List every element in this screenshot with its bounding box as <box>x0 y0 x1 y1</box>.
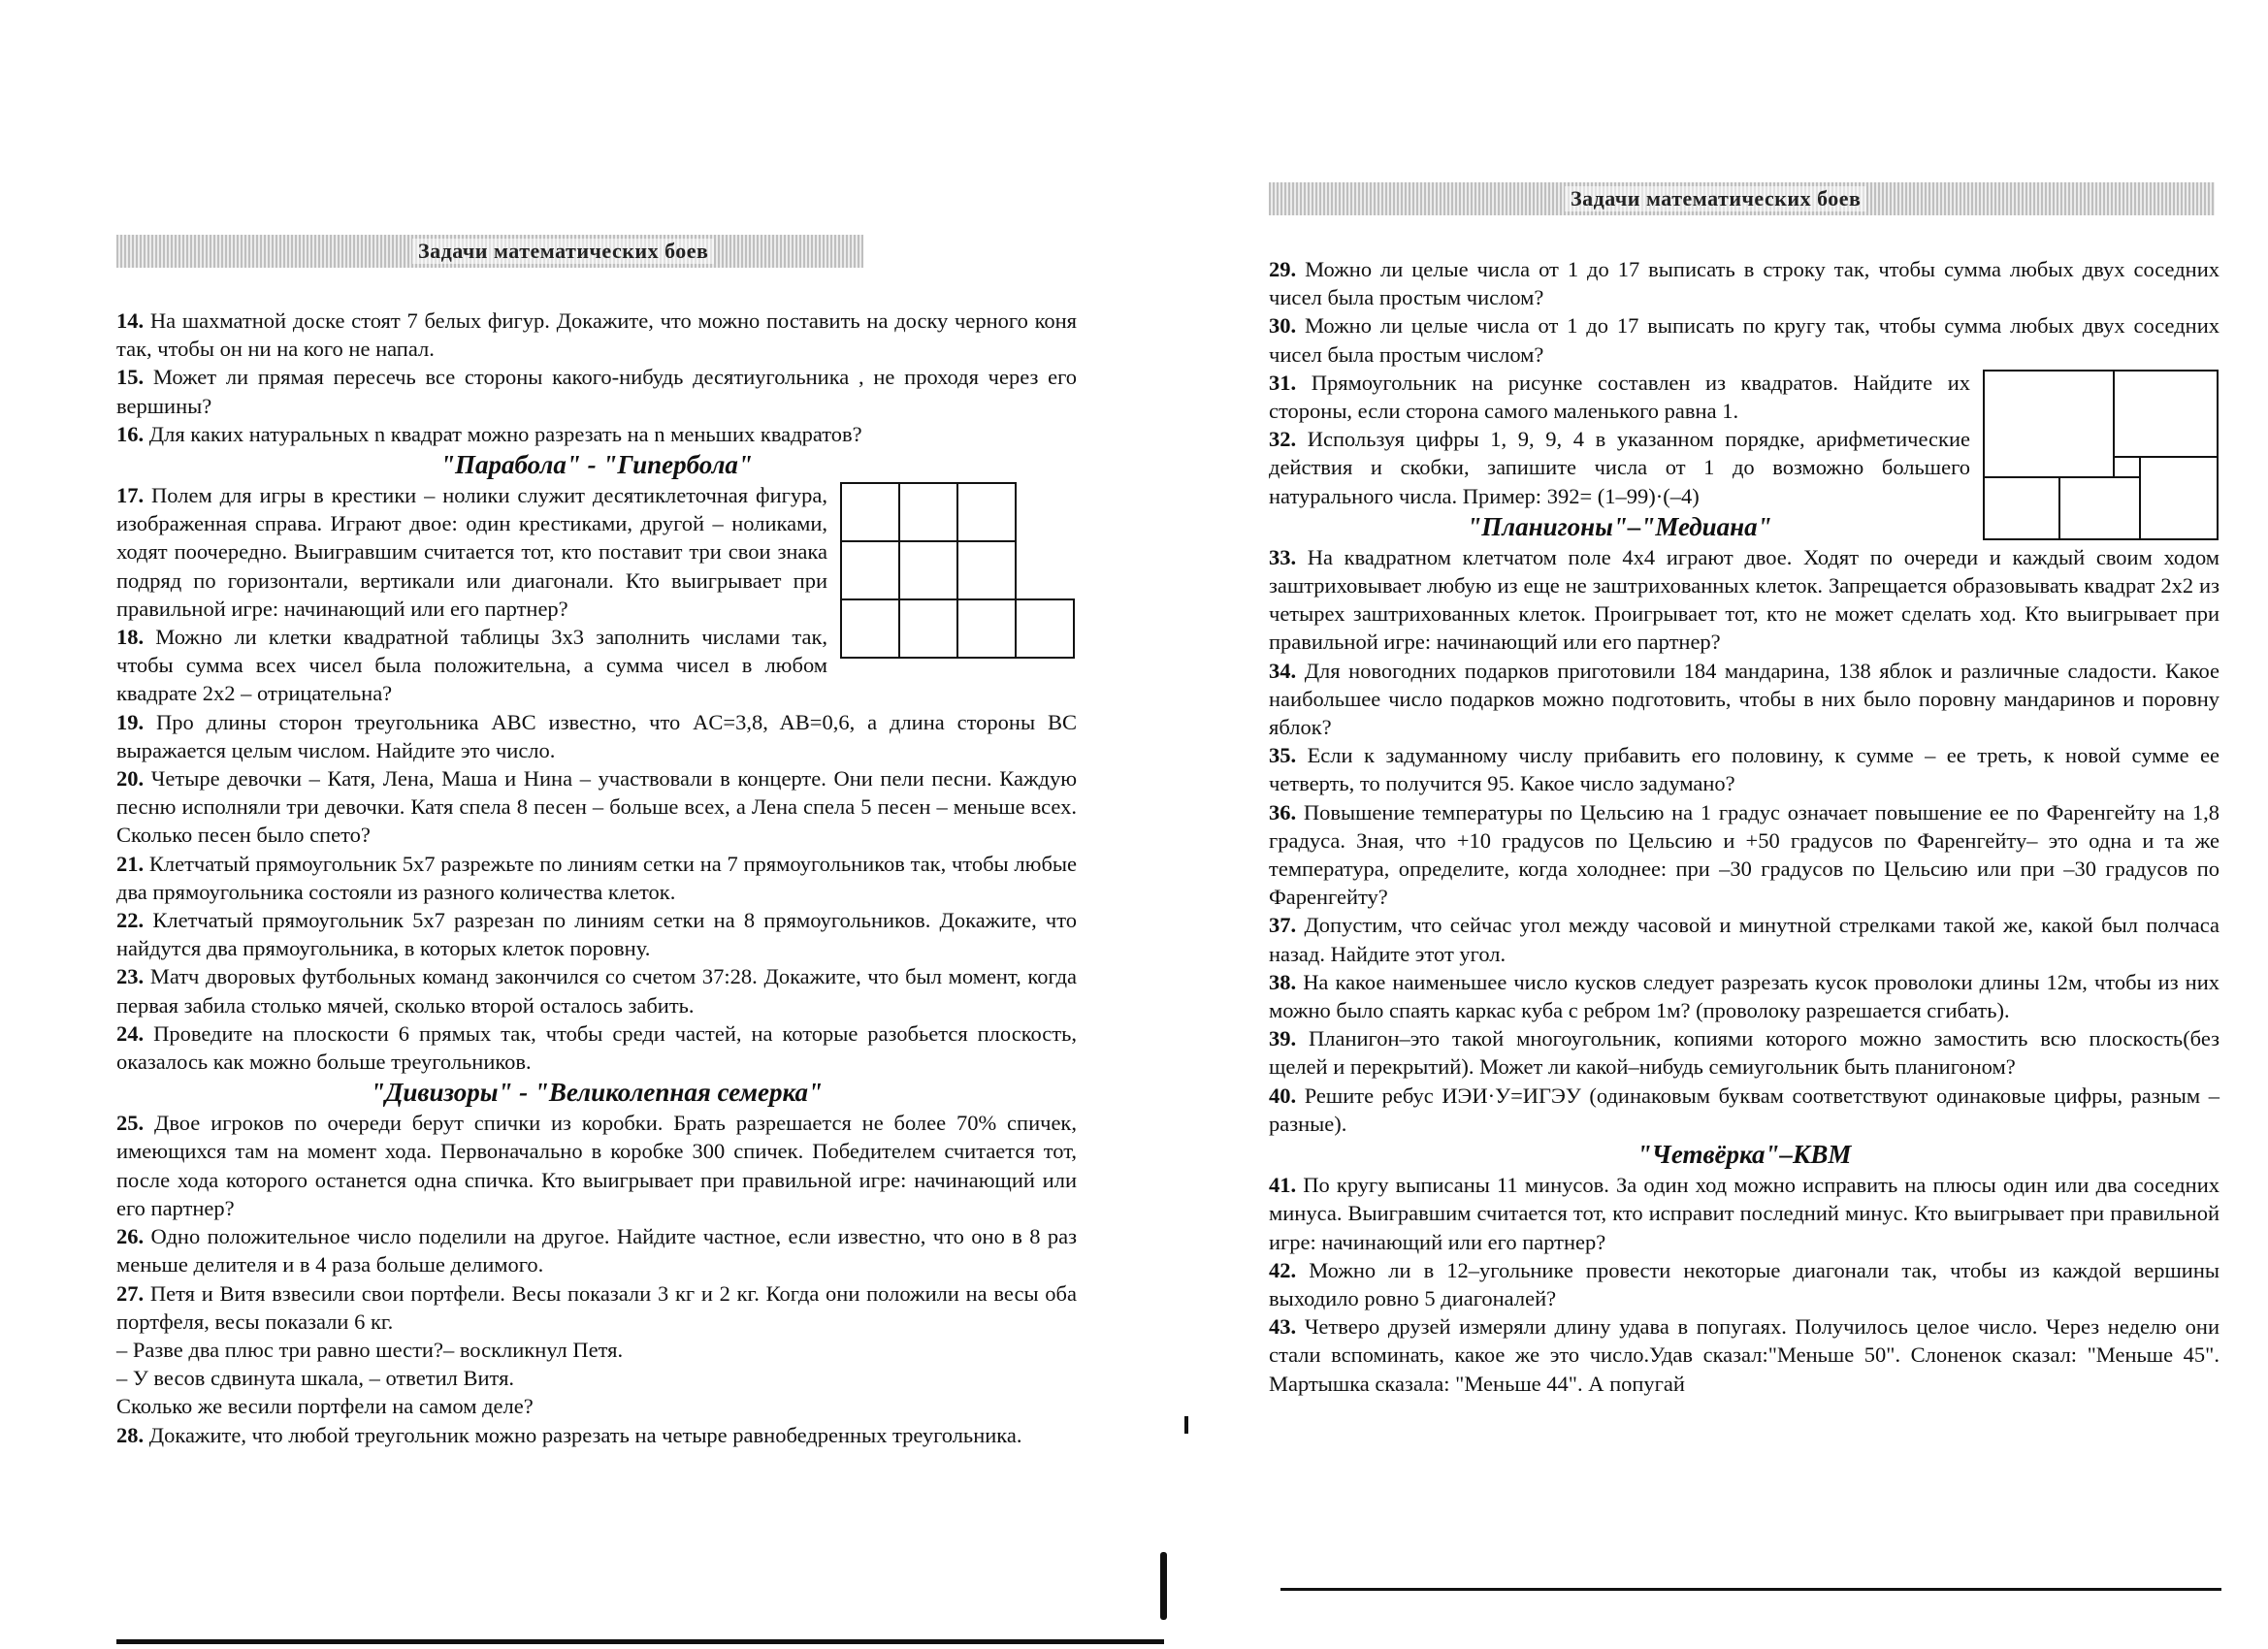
problem-text: Можно ли клетки квадратной таблицы 3х3 заполнить числами так, чтобы сумма всех чисел была положительна, а сумма чисел в любом квадрате 2х2 – отрицательна? <box>116 625 827 706</box>
problem-29 <box>1269 255 2219 311</box>
problem-text: Проведите на плоскости 6 прямых так, чтобы среди частей, на которые разобьется плоскость, оказалось как можно больше треугольников. <box>116 1020 1078 1075</box>
figure-space <box>839 481 1077 665</box>
problem-35 <box>1269 741 2219 797</box>
grid-cell <box>957 483 1016 541</box>
problem-38 <box>1269 968 2219 1024</box>
section-heading: "Дивизоры" - "Великолепная семерка" <box>370 1078 823 1108</box>
problem-33 <box>1269 543 2219 657</box>
problem-number: 19. <box>116 709 145 734</box>
grid-cell <box>841 599 899 658</box>
gutter-mark <box>1160 1552 1167 1620</box>
problem-number: 32. <box>1269 427 1297 452</box>
problem-number: 31. <box>1269 370 1297 395</box>
section-heading: "Парабола" - "Гипербола" <box>440 450 753 480</box>
problem-number: 27. <box>116 1280 145 1306</box>
problem-text: Одно положительное число поделили на другое. Найдите частное, если известно, что оно в 8 раз меньше делителя и в 4 раза больше делимого. <box>116 1224 1077 1277</box>
problem-number: 20. <box>116 766 145 792</box>
problem-text: Матч дворовых футбольных команд закончился со счетом 37:28. Докажите, что был момент, когда первая забила столько мячей, сколько второй осталось забить. <box>116 964 1078 1018</box>
problem-text: Петя и Витя взвесили свои портфели. Весы показали 3 кг и 2 кг. Когда они положили на весы оба портфеля, весы показали 6 кг. <box>116 1280 1077 1334</box>
problem-text: Решите ребус ИЭИ·У=ИГЭУ (одинаковым буквам соответствуют одинаковые цифры, разным – разные). <box>1269 1083 2219 1136</box>
square-piece <box>2140 457 2218 539</box>
problem-30 <box>1269 311 2219 368</box>
problem-number: 36. <box>1269 799 1297 824</box>
problem-27 <box>116 1279 1077 1336</box>
square-piece <box>2114 457 2140 477</box>
problem-24 <box>116 1019 1077 1076</box>
problem-number: 30. <box>1269 313 1297 339</box>
problem-43 <box>1269 1312 2219 1398</box>
grid-cell <box>841 541 899 599</box>
problem-number: 16. <box>116 421 145 446</box>
grid-cell <box>899 541 957 599</box>
problem-text: По кругу выписаны 11 минусов. За один ход можно исправить на плюсы один или два соседних минуса. Выигравшим считается тот, кто исправит последний минус. Кто выигрывает при правильной игре: начинающий или его партнер? <box>1269 1173 2219 1254</box>
grid-cell <box>899 483 957 541</box>
problem-text: Про длины сторон треугольника ABC известно, что AC=3,8, AB=0,6, а длина стороны BC выражается целым числом. Найдите это число. <box>116 709 1077 762</box>
problem-text: Повышение температуры по Цельсию на 1 градус означает повышение ее по Фаренгейту на 1,8 градуса. Зная, что +10 градусов по Цельсию и +50 градусов по Фаренгейту– это одна и та же температура, определите, когда холоднее: при –30 градусов по Цельсию или при –30 градусов по Фаренгейту? <box>1269 799 2220 910</box>
problem-number: 43. <box>1269 1314 1297 1340</box>
problem-text: Четверо друзей измеряли длину удава в попугаях. Получилось целое число. Через неделю они стали вспоминать, какое же это число.Удав сказал:"Меньше 50". Слоненок сказал: "Меньше 45". Мартышка сказала: "Меньше 44". А попугай <box>1269 1314 2219 1396</box>
problem-number: 24. <box>116 1020 145 1046</box>
problem-text: Клетчатый прямоугольник 5х7 разрезан по линиям сетки на 8 прямоугольников. Докажите, что найдутся два прямоугольника, в которых клеток поровну. <box>116 908 1078 961</box>
square-piece <box>1984 477 2059 539</box>
problem-20 <box>116 764 1077 850</box>
problem-text: Можно ли в 12–угольнике провести некоторые диагонали так, чтобы из каждой вершины выходило ровно 5 диагоналей? <box>1269 1257 2220 1310</box>
tic-tac-toe-figure <box>839 481 1077 665</box>
problem-text: Для новогодних подарков приготовили 184 мандарина, 138 яблок и различные сладости. Какое наибольшее число подарков можно подготовить, чтобы в них было поровну мандаринов и поровну яблок? <box>1269 658 2219 740</box>
problem-19 <box>116 708 1077 764</box>
problem-21 <box>116 850 1077 906</box>
problem-text: Двое игроков по очереди берут спички из коробки. Брать разрешается не более 70% спичек, имеющихся там на момент хода. Первоначально в коробке 300 спичек. Победителем считается тот, после хода которого останется одна спичка. Кто выигрывает при правильной игре: начинающий или его партнер? <box>116 1111 1077 1220</box>
problem-42 <box>1269 1256 2219 1312</box>
problem-number: 17. <box>116 483 145 508</box>
problem-number: 34. <box>1269 658 1297 683</box>
dialogue-line: Сколько же весили портфели на самом деле? <box>116 1394 534 1419</box>
problem-text: Можно ли целые числа от 1 до 17 выписать по кругу так, чтобы сумма любых двух соседних чисел была простым числом? <box>1269 313 2219 367</box>
problem-text: На какое наименьшее число кусков следует разрезать кусок проволоки длины 12м, чтобы из них можно было спаять каркас куба с ребром 1м? (проволоку разрешается сгибать). <box>1269 969 2219 1023</box>
squared-rectangle-figure <box>1982 369 2219 543</box>
problem-number: 42. <box>1269 1257 1297 1282</box>
problem-number: 22. <box>116 908 145 933</box>
grid-cell <box>957 541 1016 599</box>
problem-text: Четыре девочки – Катя, Лена, Маша и Нина – участвовали в концерте. Они пели песни. Каждую песню исполняли три девочки. Катя спела 8 песен – больше всех, а Лена спела 5 песен – меньше всех. Сколько песен было спето? <box>116 766 1078 848</box>
problem-number: 38. <box>1269 969 1297 994</box>
problem-number: 28. <box>116 1422 145 1447</box>
problem-text: На квадратном клетчатом поле 4х4 играют двое. Ходят по очереди и каждый своим ходом заштриховывает любую из еще не заштрихованных клеток. Запрещается образовывать квадрат 2х2 из четырех заштрихованных клеток. Проигрывает тот, кто не может сделать ход. Кто выигрывает при правильной игре: начинающий или его партнер? <box>1269 544 2219 655</box>
problem-text: Допустим, что сейчас угол между часовой и минутной стрелками такой же, какой был полчаса назад. Найдите этот угол. <box>1269 913 2220 966</box>
square-piece <box>1984 371 2114 477</box>
problem-number: 21. <box>116 851 145 876</box>
problem-text: Используя цифры 1, 9, 9, 4 в указанном порядке, арифметические действия и скобки, запишите числа от 1 до возможно большего натурального числа. Пример: 392= (1–99)·(–4) <box>1269 427 1970 508</box>
dialogue-line: – Разве два плюс три равно шести?– воскликнул Петя. <box>116 1337 624 1362</box>
problem-14 <box>116 307 1077 363</box>
square-piece <box>2114 371 2218 457</box>
square-piece <box>2059 477 2140 539</box>
right-bottom-rule <box>1280 1588 2221 1591</box>
figure-space <box>1982 369 2219 543</box>
left-problem-list <box>116 307 1077 1449</box>
section-heading: "Планигоны"–"Медиана" <box>1467 511 1772 541</box>
left-running-head-title: Задачи математических боев <box>412 239 714 264</box>
problem-text: Клетчатый прямоугольник 5х7 разрежьте по линиям сетки на 7 прямоугольников так, чтобы любые два прямоугольника состояли из разного количества клеток. <box>116 851 1077 904</box>
problem-number: 39. <box>1269 1026 1297 1051</box>
section-heading: "Четвёрка"–КВМ <box>1636 1140 1852 1170</box>
problem-41 <box>1269 1171 2219 1256</box>
left-bottom-rule <box>116 1639 1164 1644</box>
problem-number: 37. <box>1269 913 1297 938</box>
problem-25 <box>116 1109 1077 1222</box>
problem-number: 29. <box>1269 257 1297 281</box>
square-piece <box>1984 371 2218 539</box>
problem-15 <box>116 363 1077 419</box>
problem-28 <box>116 1421 1077 1449</box>
dialogue-line: – У весов сдвинута шкала, – ответил Витя. <box>116 1366 515 1391</box>
problem-number: 25. <box>116 1111 145 1136</box>
problem-text: Прямоугольник на рисунке составлен из квадратов. Найдите их стороны, если сторона самого маленького равна 1. <box>1269 370 1970 424</box>
right-problem-list <box>1269 255 2219 1398</box>
problem-number: 23. <box>116 964 145 989</box>
problem-text: Докажите, что любой треугольник можно разрезать на четыре равнобедренных треугольника. <box>148 1422 1022 1447</box>
problem-23 <box>116 962 1077 1018</box>
problem-text: Если к задуманному числу прибавить его половину, к сумме – ее треть, к новой сумме ее четверть, то получится 95. Какое число задумано? <box>1269 743 2220 796</box>
problem-number: 40. <box>1269 1083 1297 1108</box>
right-running-head <box>1269 182 2215 215</box>
problem-number: 15. <box>116 365 145 390</box>
right-running-head-title: Задачи математических боев <box>1565 186 1866 211</box>
problem-text: Планигон–это такой многоугольник, копиями которого можно замостить всю плоскость(без щелей и перекрытий). Может ли какой–нибудь семиугольник быть планигоном? <box>1269 1026 2219 1080</box>
problem-36 <box>1269 798 2219 912</box>
problem-number: 18. <box>116 625 145 650</box>
problem-text: На шахматной доске стоят 7 белых фигур. Докажите, что можно поставить на доску черного коня так, чтобы он ни на кого не напал. <box>116 308 1077 362</box>
problem-16 <box>116 420 1077 448</box>
problem-number: 33. <box>1269 544 1297 569</box>
problem-text: Полем для игры в крестики – нолики служит десятиклеточная фигура, изображенная справа. Играют двое: один крестиками, другой – ноликами, ходят поочередно. Выигравшим считается тот, кто поставит три свои знака подряд по горизонтали, вертикали или диагонали. Кто выигрывает при правильной игре: начинающий или его партнер? <box>116 483 828 621</box>
problem-text: Для каких натуральных n квадрат можно разрезать на n меньших квадратов? <box>148 421 862 446</box>
problem-text: Может ли прямая пересечь все стороны какого-нибудь десятиугольника , не проходя через его вершины? <box>116 365 1078 418</box>
problem-number: 14. <box>116 308 145 333</box>
problem-number: 41. <box>1269 1173 1297 1198</box>
grid-cell <box>1016 599 1074 658</box>
problem-39 <box>1269 1024 2219 1081</box>
grid-cell <box>899 599 957 658</box>
grid-cell <box>957 599 1016 658</box>
problem-37 <box>1269 911 2219 967</box>
grid-cell <box>841 483 899 541</box>
left-running-head <box>116 235 863 268</box>
problem-text: Можно ли целые числа от 1 до 17 выписать в строку так, чтобы сумма любых двух соседних чисел была простым числом? <box>1269 257 2219 310</box>
gutter-mark <box>1184 1416 1188 1434</box>
problem-34 <box>1269 657 2219 742</box>
problem-number: 26. <box>116 1224 145 1249</box>
problem-number: 35. <box>1269 743 1297 768</box>
problem-40 <box>1269 1082 2219 1138</box>
problem-22 <box>116 906 1077 962</box>
problem-26 <box>116 1222 1077 1278</box>
